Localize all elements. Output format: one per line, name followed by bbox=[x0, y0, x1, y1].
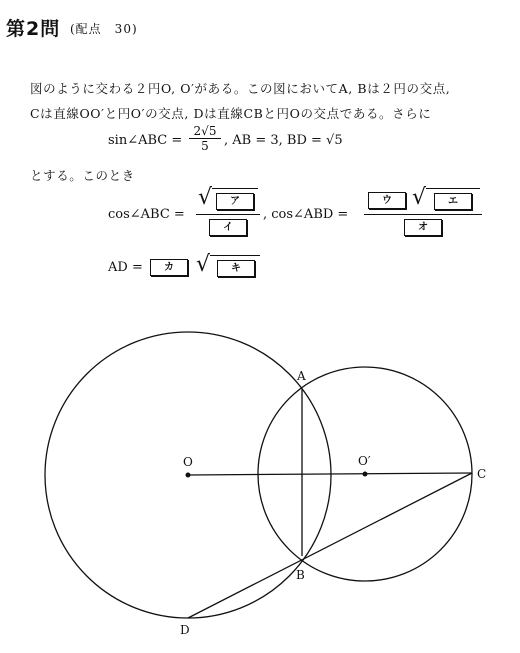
problem-number: 第2問 bbox=[6, 18, 61, 40]
problem-text-line-4: とする。このとき bbox=[30, 168, 135, 183]
point-label-d: D bbox=[180, 623, 190, 637]
given-sin-label: sin∠ABC = bbox=[108, 133, 183, 148]
points-label: (配点 30) bbox=[70, 22, 138, 36]
point-label-a: A bbox=[297, 369, 306, 383]
center-dot-o-prime bbox=[363, 472, 368, 477]
point-label-c: C bbox=[477, 467, 487, 481]
blank-o: オ bbox=[404, 219, 442, 236]
blank-a: ア bbox=[216, 193, 254, 210]
given-sin-denominator: 5 bbox=[201, 139, 209, 153]
cos-abc-label: cos∠ABC = bbox=[108, 207, 185, 222]
point-label-o: O bbox=[183, 455, 193, 469]
cos-abd-label: , cos∠ABD = bbox=[263, 207, 349, 222]
center-dot-o bbox=[186, 473, 191, 478]
line-oo-prime-c bbox=[188, 473, 472, 475]
given-sin-numerator: 2√5 bbox=[193, 124, 217, 138]
point-label-o-prime: O′ bbox=[358, 454, 371, 468]
blank-ka: カ bbox=[150, 259, 188, 276]
blank-ki: キ bbox=[217, 260, 255, 277]
problem-text-line-2: Cは直線OO′と円O′の交点, Dは直線CBと円Oの交点である。さらに bbox=[30, 106, 432, 121]
problem-text-line-1: 図のように交わる２円O, O′がある。この図においてA, Bは２円の交点, bbox=[30, 81, 451, 96]
blank-i: イ bbox=[209, 219, 247, 236]
sqrt-sign: √ bbox=[412, 185, 427, 210]
point-label-b: B bbox=[296, 568, 305, 582]
blank-e: エ bbox=[434, 193, 472, 210]
blank-u: ウ bbox=[368, 192, 406, 209]
sqrt-sign: √ bbox=[196, 252, 211, 277]
sqrt-sign: √ bbox=[198, 185, 213, 210]
given-lengths: , AB = 3, BD = √5 bbox=[224, 133, 343, 148]
ad-label: AD = bbox=[108, 260, 143, 275]
